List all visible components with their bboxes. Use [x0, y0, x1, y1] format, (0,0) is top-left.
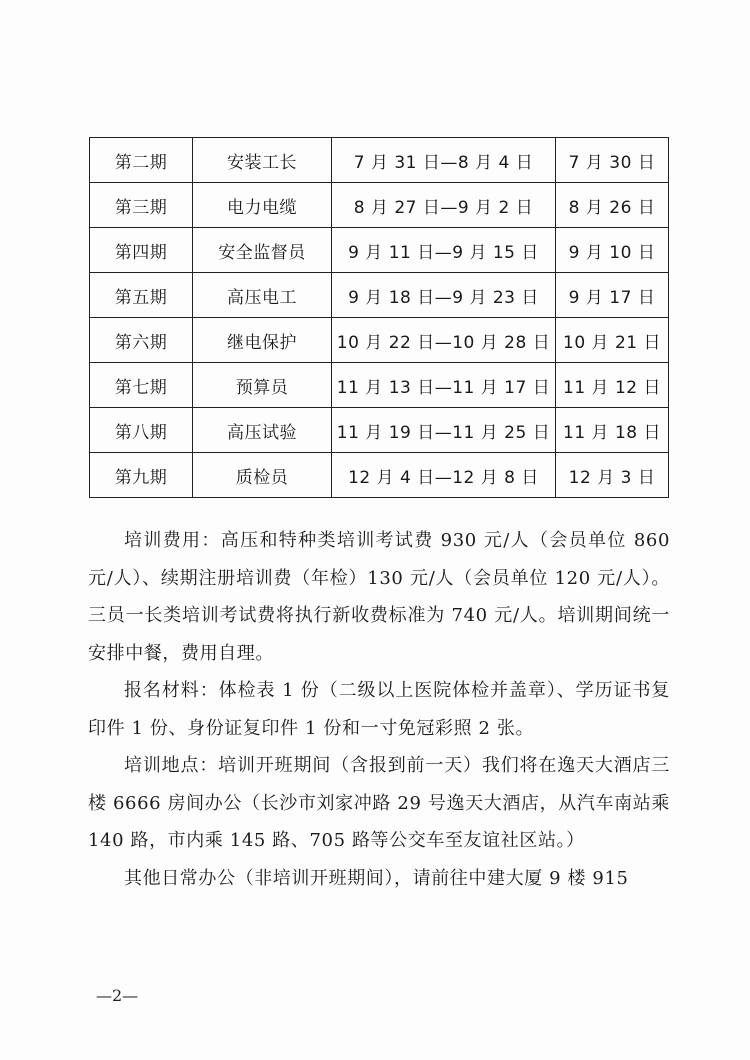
table-row	[90, 318, 669, 363]
table-row	[90, 183, 669, 228]
training-schedule-table	[89, 137, 669, 498]
body-text	[88, 522, 670, 897]
date-range-cell: 12 月 4 日—12 月 8 日	[332, 453, 556, 498]
session-cell: 第九期	[90, 453, 193, 498]
course-cell: 预算员	[193, 363, 332, 408]
page-number: —2—	[96, 986, 139, 1005]
course-cell: 继电保护	[193, 318, 332, 363]
date-range-cell: 9 月 11 日—9 月 15 日	[332, 228, 556, 273]
table-row	[90, 408, 669, 453]
registration-date-cell: 8 月 26 日	[556, 183, 669, 228]
course-cell: 高压试验	[193, 408, 332, 453]
registration-date-cell: 12 月 3 日	[556, 453, 669, 498]
date-range-cell: 11 月 13 日—11 月 17 日	[332, 363, 556, 408]
table-row	[90, 363, 669, 408]
session-cell: 第八期	[90, 408, 193, 453]
course-cell: 高压电工	[193, 273, 332, 318]
session-cell: 第二期	[90, 138, 193, 183]
course-cell: 安装工长	[193, 138, 332, 183]
table-row	[90, 273, 669, 318]
registration-date-cell: 7 月 30 日	[556, 138, 669, 183]
date-range-cell: 10 月 22 日—10 月 28 日	[332, 318, 556, 363]
table-row	[90, 138, 669, 183]
registration-date-cell: 11 月 18 日	[556, 408, 669, 453]
session-cell: 第三期	[90, 183, 193, 228]
session-cell: 第七期	[90, 363, 193, 408]
registration-date-cell: 9 月 17 日	[556, 273, 669, 318]
course-cell: 电力电缆	[193, 183, 332, 228]
paragraph-other-office: 其他日常办公（非培训开班期间），请前往中建大厦 9 楼 915	[124, 867, 629, 889]
paragraph-registration-materials: 报名材料：体检表 1 份（二级以上医院体检并盖章）、学历证书复印件 1 份、身份证复印件 1 份和一寸免冠彩照 2 张。	[88, 680, 670, 739]
session-cell: 第六期	[90, 318, 193, 363]
table-row	[90, 453, 669, 498]
paragraph-training-location: 培训地点：培训开班期间（含报到前一天）我们将在逸天大酒店三楼 6666 房间办公（长沙市刘家冲路 29 号逸天大酒店，从汽车南站乘 140 路，市内乘 145 路、705 路等公交车至友谊社区站。）	[88, 755, 670, 851]
course-cell: 安全监督员	[193, 228, 332, 273]
registration-date-cell: 11 月 12 日	[556, 363, 669, 408]
date-range-cell: 11 月 19 日—11 月 25 日	[332, 408, 556, 453]
table-row	[90, 228, 669, 273]
course-cell: 质检员	[193, 453, 332, 498]
registration-date-cell: 10 月 21 日	[556, 318, 669, 363]
registration-date-cell: 9 月 10 日	[556, 228, 669, 273]
date-range-cell: 9 月 18 日—9 月 23 日	[332, 273, 556, 318]
session-cell: 第四期	[90, 228, 193, 273]
date-range-cell: 7 月 31 日—8 月 4 日	[332, 138, 556, 183]
paragraph-training-fees: 培训费用：高压和特种类培训考试费 930 元/人（会员单位 860 元/人）、续期注册培训费（年检）130 元/人（会员单位 120 元/人）。三员一长类培训考试费将执行新收费标准为 740 元/人。培训期间统一安排中餐，费用自理。	[88, 530, 670, 664]
date-range-cell: 8 月 27 日—9 月 2 日	[332, 183, 556, 228]
session-cell: 第五期	[90, 273, 193, 318]
